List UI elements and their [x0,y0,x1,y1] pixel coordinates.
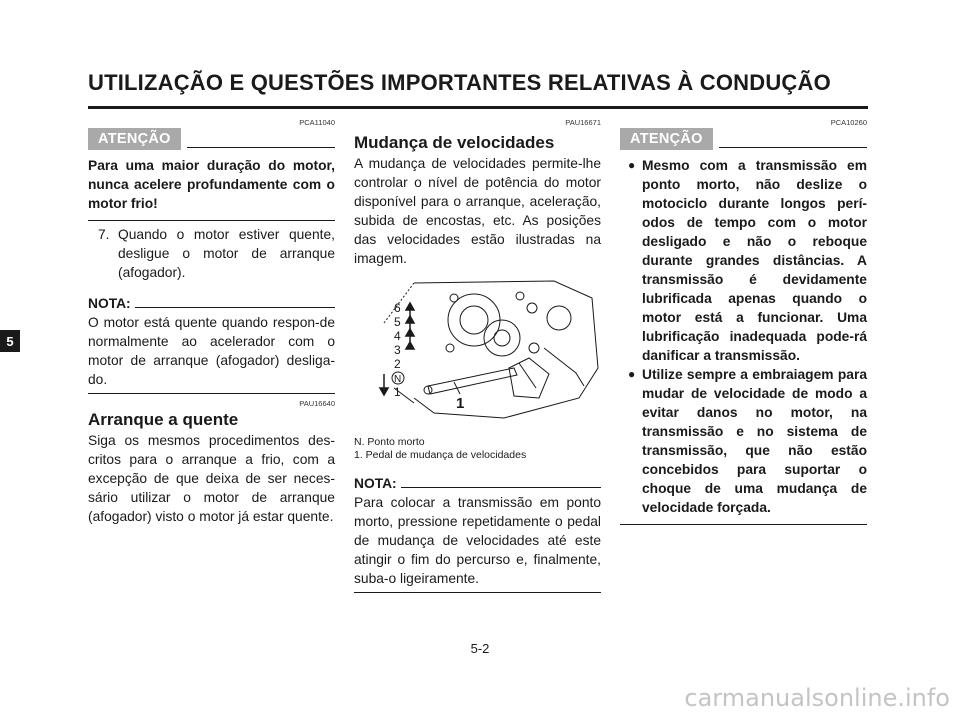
gear-label: 4 [394,329,401,343]
ref-code: PCA11040 [299,118,335,127]
section-text: A mudança de velocidades permite-lhe controlar o nível de potência do motor disponível para o arranque, aceleração, subida de encostas, etc. As posições das velocidades estão ilustradas na imagem. [354,156,601,266]
chapter-tab: 5 [0,330,20,352]
section-text: Siga os mesmos procedimentos des-critos para o arranque a frio, com a excepção de que deixa de ser neces-sário utilizar o motor de arranque (afogador) visto o motor já estar quente. [88,433,335,524]
warning-badge: ATENÇÃO [88,128,181,150]
note-header [88,296,335,311]
warning-bullet-list [620,156,867,517]
note-box [88,311,335,394]
gear-label: 2 [394,357,401,371]
bullet-item [620,365,867,517]
ref-code: PAU16640 [299,399,335,408]
column-middle [354,118,601,593]
warning-badge: ATENÇÃO [620,128,713,150]
note-rule [401,487,601,488]
gear-shift-diagram [354,278,601,428]
warning-rule [187,147,335,149]
figure-caption [354,436,601,462]
warning-rule [719,147,867,149]
note-text: Para colocar a transmissão em ponto morto, pressione repetidamente o pedal de mudança de velocidades até este atingir o fim do percurso e, finalmente, suba-o ligeiramente. [354,495,601,586]
gear-label-neutral: N [394,374,402,385]
note-label: NOTA: [354,476,397,491]
ref-code: PAU16671 [565,118,601,127]
column-left [88,118,335,526]
callout-number: 1 [456,395,465,412]
gear-label: 1 [394,385,401,399]
column-right [620,118,867,525]
warning-header [620,128,867,150]
bullet-text: Utilize sempre a embraiagem para mudar de velocidade de modo a evitar danos no motor, na transmissão e no sistema de transmissão, que não estão concebidos para suportar o choque de uma mudança de velocidade forçada. [642,367,867,515]
bullet-item [620,156,867,365]
header-rule [88,106,868,109]
bullet-icon: ● [628,158,636,172]
warning-text: Para uma maior duração do motor, nunca acelere profundamente com o motor frio! [88,150,335,221]
gear-label: 3 [394,343,401,357]
watermark: carmanualsonline.info [684,684,950,712]
page-title: UTILIZAÇÃO E QUESTÕES IMPORTANTES RELATIVAS À CONDUÇÃO [88,70,831,95]
step-number: 7. [98,227,110,242]
gear-label: 5 [394,315,401,329]
section-title: Arranque a quente [88,410,239,429]
note-label: NOTA: [88,296,131,311]
note-box [354,491,601,593]
caption-line: N. Ponto morto [354,436,425,448]
gear-shift-illustration [354,278,601,428]
note-header [354,476,601,491]
section-title: Mudança de velocidades [354,133,555,152]
note-rule [135,307,335,308]
step-text: Quando o motor estiver quente, desligue o motor de arranque (afogador). [118,227,335,280]
bullet-icon: ● [628,367,636,381]
note-text: O motor está quente quando respon-de normalmente ao acelerador com o motor de arranque (afogador) desliga-do. [88,315,335,387]
step-item [88,225,335,282]
bullet-text: Mesmo com a transmissão em ponto morto, não deslize o motociclo durante longos perí-odos de tempo com o motor desligado e não o reboque durante grandes distâncias. A transmissão é devidamente lubrificada apenas quando o motor está a funcionar. Uma lubrificação inadequada pode-rá danificar a transmissão. [642,158,867,363]
page-number: 5-2 [470,641,490,656]
ref-code: PCA10260 [830,118,867,127]
caption-line: 1. Pedal de mudança de velocidades [354,449,527,461]
gear-label: 6 [394,301,401,315]
warning-header [88,128,335,150]
warning-box [620,150,867,525]
page-header [88,70,868,96]
